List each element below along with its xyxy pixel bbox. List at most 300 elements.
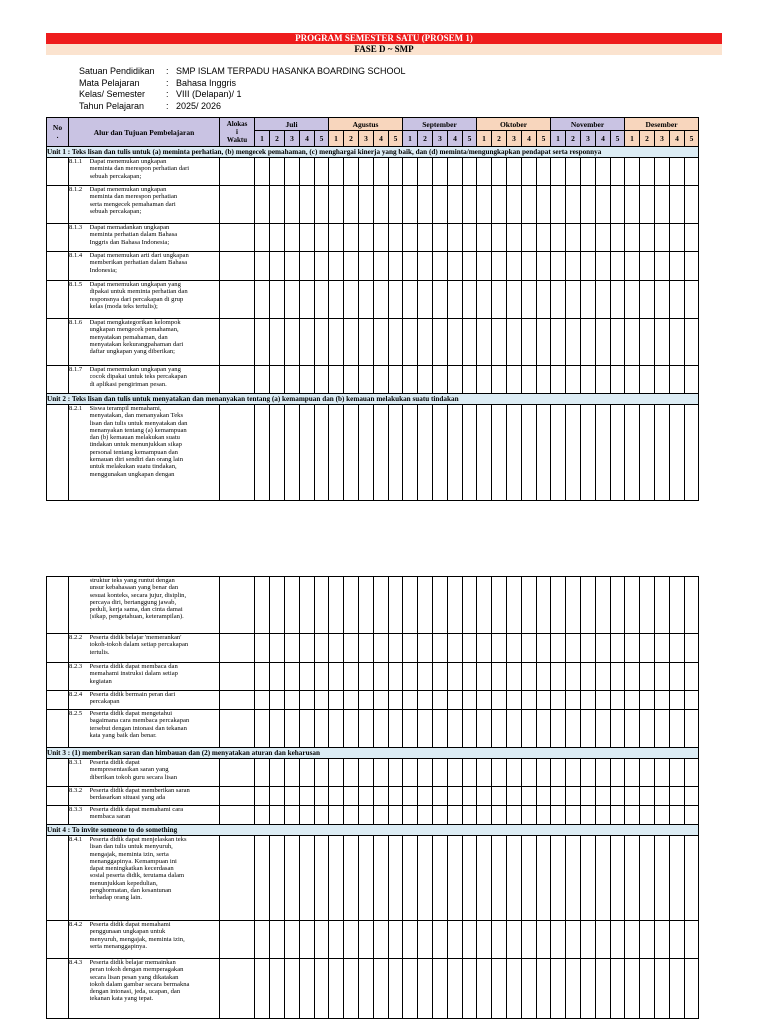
week-cell: [344, 224, 359, 252]
info-key: Tahun Pelajaran: [79, 100, 145, 111]
week-cell: [418, 281, 433, 319]
week-cell: [270, 634, 285, 663]
week-cell: [507, 787, 522, 806]
week-cell: [655, 577, 670, 634]
objective-row: [47, 252, 699, 281]
week-cell: [270, 224, 285, 252]
week-cell: [285, 806, 300, 825]
week-cell: [581, 759, 596, 787]
week-cell: [596, 921, 611, 959]
week-cell: [300, 405, 315, 501]
week-cell: [315, 806, 329, 825]
week-cell: [374, 691, 389, 710]
week-cell: [255, 710, 270, 748]
week-cell: [492, 634, 507, 663]
week-cell: [596, 577, 611, 634]
week-cell: [389, 921, 403, 959]
week-cell: [255, 252, 270, 281]
week-cell: [359, 691, 374, 710]
week-cell: [596, 787, 611, 806]
week-cell: [448, 634, 463, 663]
info-separator: :: [166, 77, 169, 88]
week-cell: [566, 759, 581, 787]
header-week: 5: [463, 131, 477, 147]
week-cell: [255, 319, 270, 366]
week-cell: [344, 281, 359, 319]
week-cell: [463, 959, 477, 1019]
week-cell: [640, 787, 655, 806]
week-cell: [640, 319, 655, 366]
objective-row: [47, 959, 699, 1019]
week-cell: [655, 959, 670, 1019]
week-cell: [418, 186, 433, 224]
week-cell: [300, 366, 315, 394]
week-cell: [315, 186, 329, 224]
week-cell: [374, 405, 389, 501]
week-cell: [537, 634, 551, 663]
week-cell: [670, 186, 685, 224]
number-cell: [47, 158, 69, 186]
unit-row: [47, 748, 699, 759]
week-cell: [625, 806, 640, 825]
header-week: 3: [581, 131, 596, 147]
objective-description: [90, 691, 220, 710]
week-cell: [611, 710, 625, 748]
week-cell: [344, 787, 359, 806]
objective-text: struktur teks yang runtut dengan unsur kebahasaan yang benar dan sesuai konteks, secara jujur, disiplin, percaya diri, bertanggung jawab, peduli, kerja sama, dan cinta damai (sikap, pengetahuan, keterampilan).: [89, 577, 187, 621]
week-cell: [611, 281, 625, 319]
objective-code: 8.1.7: [69, 366, 90, 394]
week-cell: [477, 186, 492, 224]
week-cell: [492, 252, 507, 281]
week-cell: [551, 252, 566, 281]
week-cell: [522, 158, 537, 186]
week-cell: [537, 663, 551, 691]
week-cell: [270, 959, 285, 1019]
week-cell: [581, 319, 596, 366]
week-cell: [344, 663, 359, 691]
week-cell: [433, 577, 448, 634]
week-cell: [551, 959, 566, 1019]
week-cell: [359, 663, 374, 691]
week-cell: [477, 759, 492, 787]
week-cell: [329, 634, 344, 663]
week-cell: [640, 186, 655, 224]
week-cell: [596, 806, 611, 825]
week-cell: [566, 224, 581, 252]
week-cell: [611, 186, 625, 224]
objective-description: [90, 663, 220, 691]
week-cell: [329, 224, 344, 252]
week-cell: [566, 577, 581, 634]
week-cell: [300, 319, 315, 366]
week-cell: [566, 319, 581, 366]
week-cell: [463, 634, 477, 663]
week-cell: [418, 691, 433, 710]
week-cell: [433, 959, 448, 1019]
objective-row: [47, 710, 699, 748]
week-cell: [655, 224, 670, 252]
week-cell: [463, 663, 477, 691]
week-cell: [537, 921, 551, 959]
week-cell: [625, 224, 640, 252]
week-cell: [374, 710, 389, 748]
week-cell: [640, 759, 655, 787]
week-cell: [403, 281, 418, 319]
week-cell: [389, 691, 403, 710]
week-cell: [655, 663, 670, 691]
week-cell: [270, 663, 285, 691]
header-time-allocation: Alokas i Waktu: [220, 118, 255, 147]
week-cell: [581, 405, 596, 501]
week-cell: [255, 806, 270, 825]
week-cell: [640, 252, 655, 281]
week-cell: [463, 158, 477, 186]
week-cell: [359, 759, 374, 787]
week-cell: [270, 921, 285, 959]
week-cell: [507, 405, 522, 501]
week-cell: [374, 158, 389, 186]
week-cell: [492, 836, 507, 921]
week-cell: [655, 836, 670, 921]
objective-description: [90, 366, 220, 394]
objective-description: [90, 806, 220, 825]
week-cell: [433, 921, 448, 959]
week-cell: [374, 634, 389, 663]
week-cell: [551, 691, 566, 710]
week-cell: [640, 806, 655, 825]
week-cell: [611, 836, 625, 921]
week-cell: [270, 759, 285, 787]
week-cell: [640, 921, 655, 959]
week-cell: [448, 186, 463, 224]
week-cell: [300, 836, 315, 921]
week-cell: [611, 691, 625, 710]
week-cell: [220, 319, 255, 366]
week-cell: [433, 710, 448, 748]
week-cell: [270, 836, 285, 921]
week-cell: [640, 577, 655, 634]
week-cell: [685, 366, 699, 394]
week-cell: [685, 836, 699, 921]
week-cell: [255, 634, 270, 663]
week-cell: [596, 691, 611, 710]
week-cell: [522, 959, 537, 1019]
week-cell: [433, 787, 448, 806]
unit-title: Unit 1 : Teks lisan dan tulis untuk (a) meminta perhatian, (b) mengecek pemahaman, (c) menghargai kinerja yang baik, dan (d) meminta/mengungkapkan pendapat serta responnya: [47, 147, 699, 158]
week-cell: [403, 959, 418, 1019]
week-cell: [389, 806, 403, 825]
week-cell: [433, 252, 448, 281]
week-cell: [255, 281, 270, 319]
week-cell: [463, 710, 477, 748]
week-cell: [670, 663, 685, 691]
week-cell: [596, 366, 611, 394]
week-cell: [655, 759, 670, 787]
week-cell: [581, 158, 596, 186]
week-cell: [403, 577, 418, 634]
week-cell: [359, 787, 374, 806]
objective-text: Peserta didik dapat mengetahui bagaimana cara membaca percakapan tersebut dengan intonasi dan tekanan kata yang baik dan benar.: [89, 710, 190, 739]
objective-description: [90, 787, 220, 806]
week-cell: [477, 158, 492, 186]
week-cell: [522, 836, 537, 921]
number-cell: [47, 281, 69, 319]
week-cell: [285, 252, 300, 281]
week-cell: [329, 806, 344, 825]
header-week: 5: [537, 131, 551, 147]
week-cell: [670, 281, 685, 319]
week-cell: [537, 186, 551, 224]
week-cell: [596, 836, 611, 921]
week-cell: [625, 252, 640, 281]
header-week: 4: [448, 131, 463, 147]
week-cell: [566, 806, 581, 825]
week-cell: [640, 959, 655, 1019]
week-cell: [463, 186, 477, 224]
objective-description: [90, 252, 220, 281]
week-cell: [492, 759, 507, 787]
objective-code: 8.1.2: [69, 186, 90, 224]
header-week: 1: [477, 131, 492, 147]
week-cell: [255, 836, 270, 921]
week-cell: [255, 691, 270, 710]
week-cell: [655, 787, 670, 806]
objective-code: 8.1.5: [69, 281, 90, 319]
week-cell: [374, 252, 389, 281]
week-cell: [403, 366, 418, 394]
objective-row: [47, 759, 699, 787]
week-cell: [596, 252, 611, 281]
week-cell: [507, 577, 522, 634]
week-cell: [551, 806, 566, 825]
week-cell: [640, 691, 655, 710]
week-cell: [418, 710, 433, 748]
week-cell: [315, 836, 329, 921]
week-cell: [463, 806, 477, 825]
week-cell: [670, 224, 685, 252]
objective-code: 8.3.2: [69, 787, 90, 806]
objective-text: Siswa terampil memahami, menyatakan, dan menanyakan Teks lisan dan tulis untuk menyatakan dan menanyakan tentang (a) kemampuan dan (b) kemauan melakukan suatu tindakan untuk menunjukkan sikap personal tentang kemampuan dan kemauan diri sendiri dan orang lain untuk melakukan suatu tindakan, menggunakan ungkapan dengan: [89, 405, 188, 478]
week-cell: [551, 921, 566, 959]
week-cell: [670, 366, 685, 394]
week-cell: [463, 921, 477, 959]
week-cell: [374, 836, 389, 921]
week-cell: [685, 224, 699, 252]
week-cell: [418, 836, 433, 921]
week-cell: [448, 710, 463, 748]
objective-code: 8.2.1: [69, 405, 90, 501]
objective-row: [47, 224, 699, 252]
objective-text: Peserta didik dapat memberikan saran berdasarkan situasi yang ada: [89, 787, 190, 802]
week-cell: [220, 959, 255, 1019]
header-week: 4: [522, 131, 537, 147]
week-cell: [270, 366, 285, 394]
week-cell: [418, 577, 433, 634]
objective-code: 8.2.2: [69, 634, 90, 663]
objective-code: 8.2.4: [69, 691, 90, 710]
week-cell: [285, 319, 300, 366]
objective-description: [90, 959, 220, 1019]
week-cell: [300, 186, 315, 224]
number-cell: [47, 252, 69, 281]
week-cell: [418, 405, 433, 501]
week-cell: [403, 710, 418, 748]
week-cell: [418, 663, 433, 691]
week-cell: [285, 634, 300, 663]
week-cell: [596, 186, 611, 224]
week-cell: [344, 806, 359, 825]
week-cell: [389, 710, 403, 748]
week-cell: [625, 787, 640, 806]
week-cell: [255, 366, 270, 394]
objective-text: Peserta didik dapat mempresentasikan saran yang diberikan tokoh guru secara lisan: [89, 759, 178, 781]
week-cell: [551, 319, 566, 366]
week-cell: [551, 759, 566, 787]
objective-code: 8.1.6: [69, 319, 90, 366]
info-key: Satuan Pendidikan: [79, 66, 155, 76]
header-week: 2: [344, 131, 359, 147]
week-cell: [374, 663, 389, 691]
week-cell: [448, 921, 463, 959]
week-cell: [625, 836, 640, 921]
week-cell: [403, 759, 418, 787]
week-cell: [270, 577, 285, 634]
week-cell: [507, 759, 522, 787]
week-cell: [581, 787, 596, 806]
week-cell: [344, 921, 359, 959]
week-cell: [344, 759, 359, 787]
week-cell: [596, 663, 611, 691]
objective-code: 8.4.1: [69, 836, 90, 921]
objective-text: Peserta didik belajar memainkan peran tokoh dengan memperagakan secara lisan pesan yang dikatakan tokoh dalam gambar secara bermakna dengan intonasi, jeda, ucapan, dan tekanan kata yang tepat.: [89, 959, 190, 1003]
week-cell: [389, 252, 403, 281]
week-cell: [285, 836, 300, 921]
objective-text: Dapat mengkategorikan kelompok ungkapan mengecek pemahaman, menyatakan pemahaman, dan menyatakan kekurangpahaman dari daftar ungkapan yang diberikan;: [89, 319, 184, 356]
week-cell: [477, 806, 492, 825]
week-cell: [670, 405, 685, 501]
header-week: 1: [551, 131, 566, 147]
week-cell: [255, 186, 270, 224]
week-cell: [448, 281, 463, 319]
week-cell: [359, 836, 374, 921]
week-cell: [433, 224, 448, 252]
week-cell: [463, 836, 477, 921]
header-week: 2: [566, 131, 581, 147]
week-cell: [611, 158, 625, 186]
week-cell: [655, 405, 670, 501]
week-cell: [448, 836, 463, 921]
week-cell: [596, 319, 611, 366]
week-cell: [374, 281, 389, 319]
week-cell: [551, 634, 566, 663]
week-cell: [389, 224, 403, 252]
week-cell: [566, 158, 581, 186]
week-cell: [389, 959, 403, 1019]
week-cell: [433, 836, 448, 921]
week-cell: [492, 366, 507, 394]
week-cell: [581, 577, 596, 634]
week-cell: [463, 281, 477, 319]
week-cell: [625, 959, 640, 1019]
week-cell: [285, 366, 300, 394]
week-cell: [537, 252, 551, 281]
week-cell: [418, 634, 433, 663]
week-cell: [359, 710, 374, 748]
week-cell: [655, 319, 670, 366]
week-cell: [300, 921, 315, 959]
week-cell: [537, 759, 551, 787]
week-cell: [507, 836, 522, 921]
week-cell: [403, 836, 418, 921]
document-subtitle: FASE D ~ SMP: [46, 44, 722, 55]
week-cell: [329, 186, 344, 224]
week-cell: [315, 634, 329, 663]
week-cell: [448, 577, 463, 634]
objective-code: 8.3.1: [69, 759, 90, 787]
info-row: [79, 101, 406, 113]
week-cell: [611, 252, 625, 281]
info-key: Mata Pelajaran: [79, 77, 140, 88]
week-cell: [655, 634, 670, 663]
week-cell: [537, 787, 551, 806]
info-value: SMP ISLAM TERPADU HASANKA BOARDING SCHOOL: [176, 66, 406, 76]
week-cell: [522, 663, 537, 691]
week-cell: [220, 577, 255, 634]
week-cell: [315, 787, 329, 806]
week-cell: [374, 319, 389, 366]
week-cell: [581, 224, 596, 252]
number-cell: [47, 691, 69, 710]
week-cell: [551, 836, 566, 921]
week-cell: [492, 319, 507, 366]
week-cell: [477, 921, 492, 959]
week-cell: [374, 959, 389, 1019]
header-week: 2: [492, 131, 507, 147]
week-cell: [359, 577, 374, 634]
week-cell: [596, 281, 611, 319]
week-cell: [359, 806, 374, 825]
objective-text: Dapat memadankan ungkapan meminta perhatian dalam Bahasa Inggris dan Bahasa Indonesia;: [89, 224, 178, 246]
week-cell: [433, 281, 448, 319]
week-cell: [477, 319, 492, 366]
week-cell: [285, 959, 300, 1019]
week-cell: [611, 663, 625, 691]
week-cell: [537, 710, 551, 748]
week-cell: [403, 806, 418, 825]
week-cell: [551, 710, 566, 748]
week-cell: [433, 319, 448, 366]
objective-code: 8.3.3: [69, 806, 90, 825]
week-cell: [477, 836, 492, 921]
week-cell: [477, 710, 492, 748]
objective-row: [47, 577, 699, 634]
school-info: [79, 66, 406, 112]
week-cell: [522, 691, 537, 710]
week-cell: [492, 158, 507, 186]
objective-code: 8.1.1: [69, 158, 90, 186]
week-cell: [389, 663, 403, 691]
header-week: 4: [300, 131, 315, 147]
objective-row: [47, 186, 699, 224]
week-cell: [596, 759, 611, 787]
header-week: 3: [655, 131, 670, 147]
week-cell: [566, 959, 581, 1019]
week-cell: [625, 663, 640, 691]
week-cell: [507, 252, 522, 281]
week-cell: [625, 759, 640, 787]
week-cell: [300, 634, 315, 663]
